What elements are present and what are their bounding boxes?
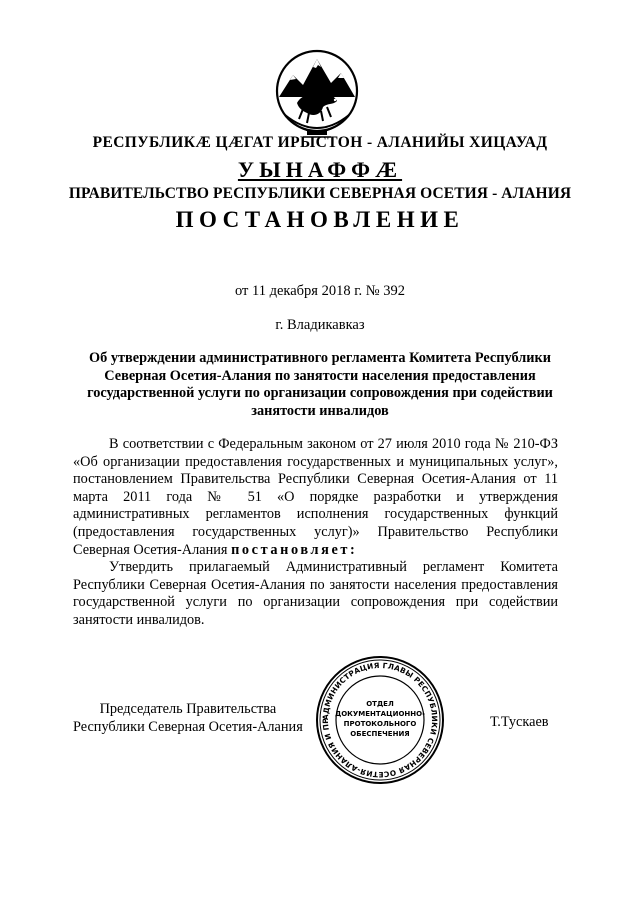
official-seal-stamp [314,654,446,786]
ossetian-doc-type-text: УЫНАФФÆ [237,157,403,182]
document-title: Об утверждении административного регламента Комитета Республики Северная Осетия-Алания по занятости населения предоставления государственной услуги по организации сопровождения при содействии занятости инвалидов [87,350,553,419]
government-heading: ПРАВИТЕЛЬСТВО РЕСПУБЛИКИ СЕВЕРНАЯ ОСЕТИЯ - АЛАНИЯ [68,185,572,202]
signatory-name: Т.Тускаев [490,714,549,730]
ossetian-government-heading: РЕСПУБЛИКÆ ЦÆГАТ ИРЫСТОН - АЛАНИЙЫ ХИЦАУАД [92,134,548,151]
seal-center-line-2: ДОКУМЕНТАЦИОННО- [335,710,425,718]
body-paragraph-1 [73,436,558,559]
coat-of-arms-emblem [263,45,371,145]
date-and-number-line: от 11 декабря 2018 г. № 392 [235,283,405,299]
seal-center-line-3: ПРОТОКОЛЬНОГО [343,720,417,728]
ossetian-doc-type-heading [0,157,640,183]
seal-center-line-1: ОТДЕЛ [366,700,394,708]
body-paragraph-2: Утвердить прилагаемый Административный регламент Комитета Республики Северная Осетия-Алания по занятости населения предоставления государственной услуги по организации сопровождения при содействии занятости инвалидов. [73,559,558,628]
doc-type-heading: ПОСТАНОВЛЕНИЕ [175,207,465,232]
seal-center-line-4: ОБЕСПЕЧЕНИЯ [350,730,410,738]
document-body [73,436,558,630]
signatory-position-line-2: Республики Северная Осетия-Алания [73,719,303,735]
resolves-keyword: постановляет: [231,541,358,558]
city-line: г. Владикавказ [275,317,365,333]
seal-ring-text: АДМИНИСТРАЦИЯ ГЛАВЫ РЕСПУБЛИКИ СЕВЕРНАЯ ОСЕТИЯ-АЛАНИЯ И ПР [320,660,440,780]
signatory-position-line-1: Председатель Правительства [99,701,277,717]
signatory-position [73,700,303,736]
body-paragraph-1-text: В соответствии с Федеральным законом от 27 июля 2010 года № 210-ФЗ «Об организации предоставления государственных и муниципальных услуг», постановлением Правительства Республики Северная Осетия-Алания от 11 марта 2011 года № 51 «О порядке разработки и утверждения административных регламентов исполнения государственных функций (предоставления государственных услуг)» Правительство Республики Северная Осетия-Алания [73,436,558,558]
